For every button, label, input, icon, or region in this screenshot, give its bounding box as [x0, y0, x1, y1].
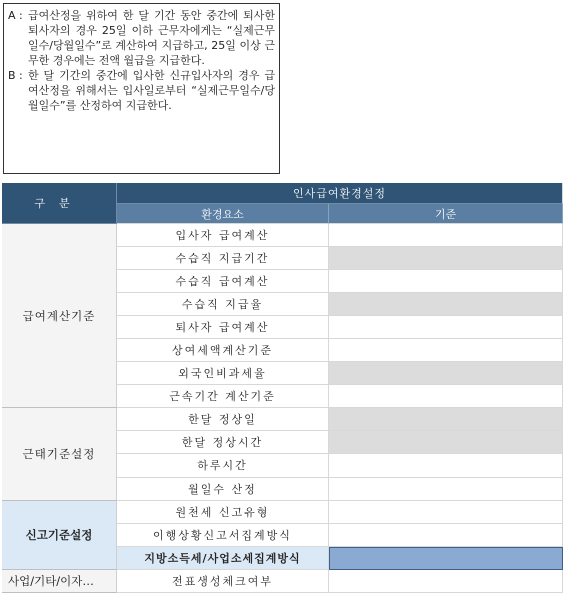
note-prefix: B : [8, 69, 23, 82]
env-item-label[interactable]: 한달 정상일 [117, 408, 329, 431]
env-item-label[interactable]: 입사자 급여계산 [117, 224, 329, 247]
env-item-label[interactable]: 한달 정상시간 [117, 431, 329, 454]
column-header-criteria: 기준 [329, 204, 563, 224]
criteria-value-cell[interactable] [329, 362, 563, 385]
criteria-value-cell[interactable] [329, 570, 563, 593]
group-label[interactable]: 근태기준설정 [2, 408, 117, 500]
criteria-value-cell[interactable] [329, 385, 563, 408]
env-item-label[interactable]: 상여세액계산기준 [117, 339, 329, 362]
criteria-value-cell[interactable] [329, 224, 563, 247]
criteria-value-cell[interactable] [329, 454, 563, 477]
env-item-label[interactable]: 퇴사자 급여계산 [117, 316, 329, 339]
note-text: 급여산정을 위하여 한 달 기간 동안 중간에 퇴사한 퇴사자의 경우 25일 이하 근무자에게는 “실제근무일수/당월일수”로 계산하여 지급하고, 25일 이상 근무한 경우에는 전액 월급을 지급한다. [28, 9, 275, 67]
env-item-label[interactable]: 근속기간 계산기준 [117, 385, 329, 408]
env-item-label[interactable]: 원천세 신고유형 [117, 501, 329, 524]
column-header-env-item: 환경요소 [117, 204, 329, 224]
criteria-value-cell[interactable] [329, 247, 563, 270]
criteria-value-cell[interactable] [329, 524, 563, 547]
env-item-label[interactable]: 외국인비과세율 [117, 362, 329, 385]
env-item-label[interactable]: 이행상황신고서집계방식 [117, 524, 329, 547]
group-label[interactable]: 신고기준설정 [2, 501, 117, 570]
env-item-label[interactable]: 수습직 지급율 [117, 293, 329, 316]
group-label[interactable]: 급여계산기준 [2, 224, 117, 408]
group-label[interactable]: 사업/기타/이자… [2, 570, 117, 593]
instruction-note [3, 3, 280, 174]
note-prefix: A : [8, 9, 23, 22]
note-item-a [8, 8, 275, 68]
env-item-label[interactable]: 하루시간 [117, 454, 329, 477]
env-item-label[interactable]: 지방소득세/사업소세집계방식 [117, 547, 329, 570]
criteria-value-cell[interactable] [329, 270, 563, 293]
note-text: 한 달 기간의 중간에 입사한 신규입사자의 경우 급여산정을 위해서는 입사일로부터 “실제근무일수/당월일수”를 산정하여 지급한다. [28, 69, 275, 112]
criteria-value-cell[interactable] [329, 431, 563, 454]
criteria-value-cell[interactable] [329, 547, 563, 570]
table-title-hr-payroll-settings: 인사급여환경설정 [117, 183, 563, 204]
criteria-value-cell[interactable] [329, 408, 563, 431]
criteria-value-cell[interactable] [329, 316, 563, 339]
criteria-value-cell[interactable] [329, 501, 563, 524]
env-item-label[interactable]: 수습직 지급기간 [117, 247, 329, 270]
env-item-label[interactable]: 수습직 급여계산 [117, 270, 329, 293]
column-header-category: 구분 [2, 183, 117, 224]
note-item-b [8, 68, 275, 113]
env-item-label[interactable]: 월일수 산정 [117, 478, 329, 501]
hr-payroll-settings-table [2, 183, 563, 616]
env-item-label[interactable]: 전표생성체크여부 [117, 570, 329, 593]
criteria-value-cell[interactable] [329, 293, 563, 316]
criteria-value-cell[interactable] [329, 478, 563, 501]
criteria-value-cell[interactable] [329, 339, 563, 362]
